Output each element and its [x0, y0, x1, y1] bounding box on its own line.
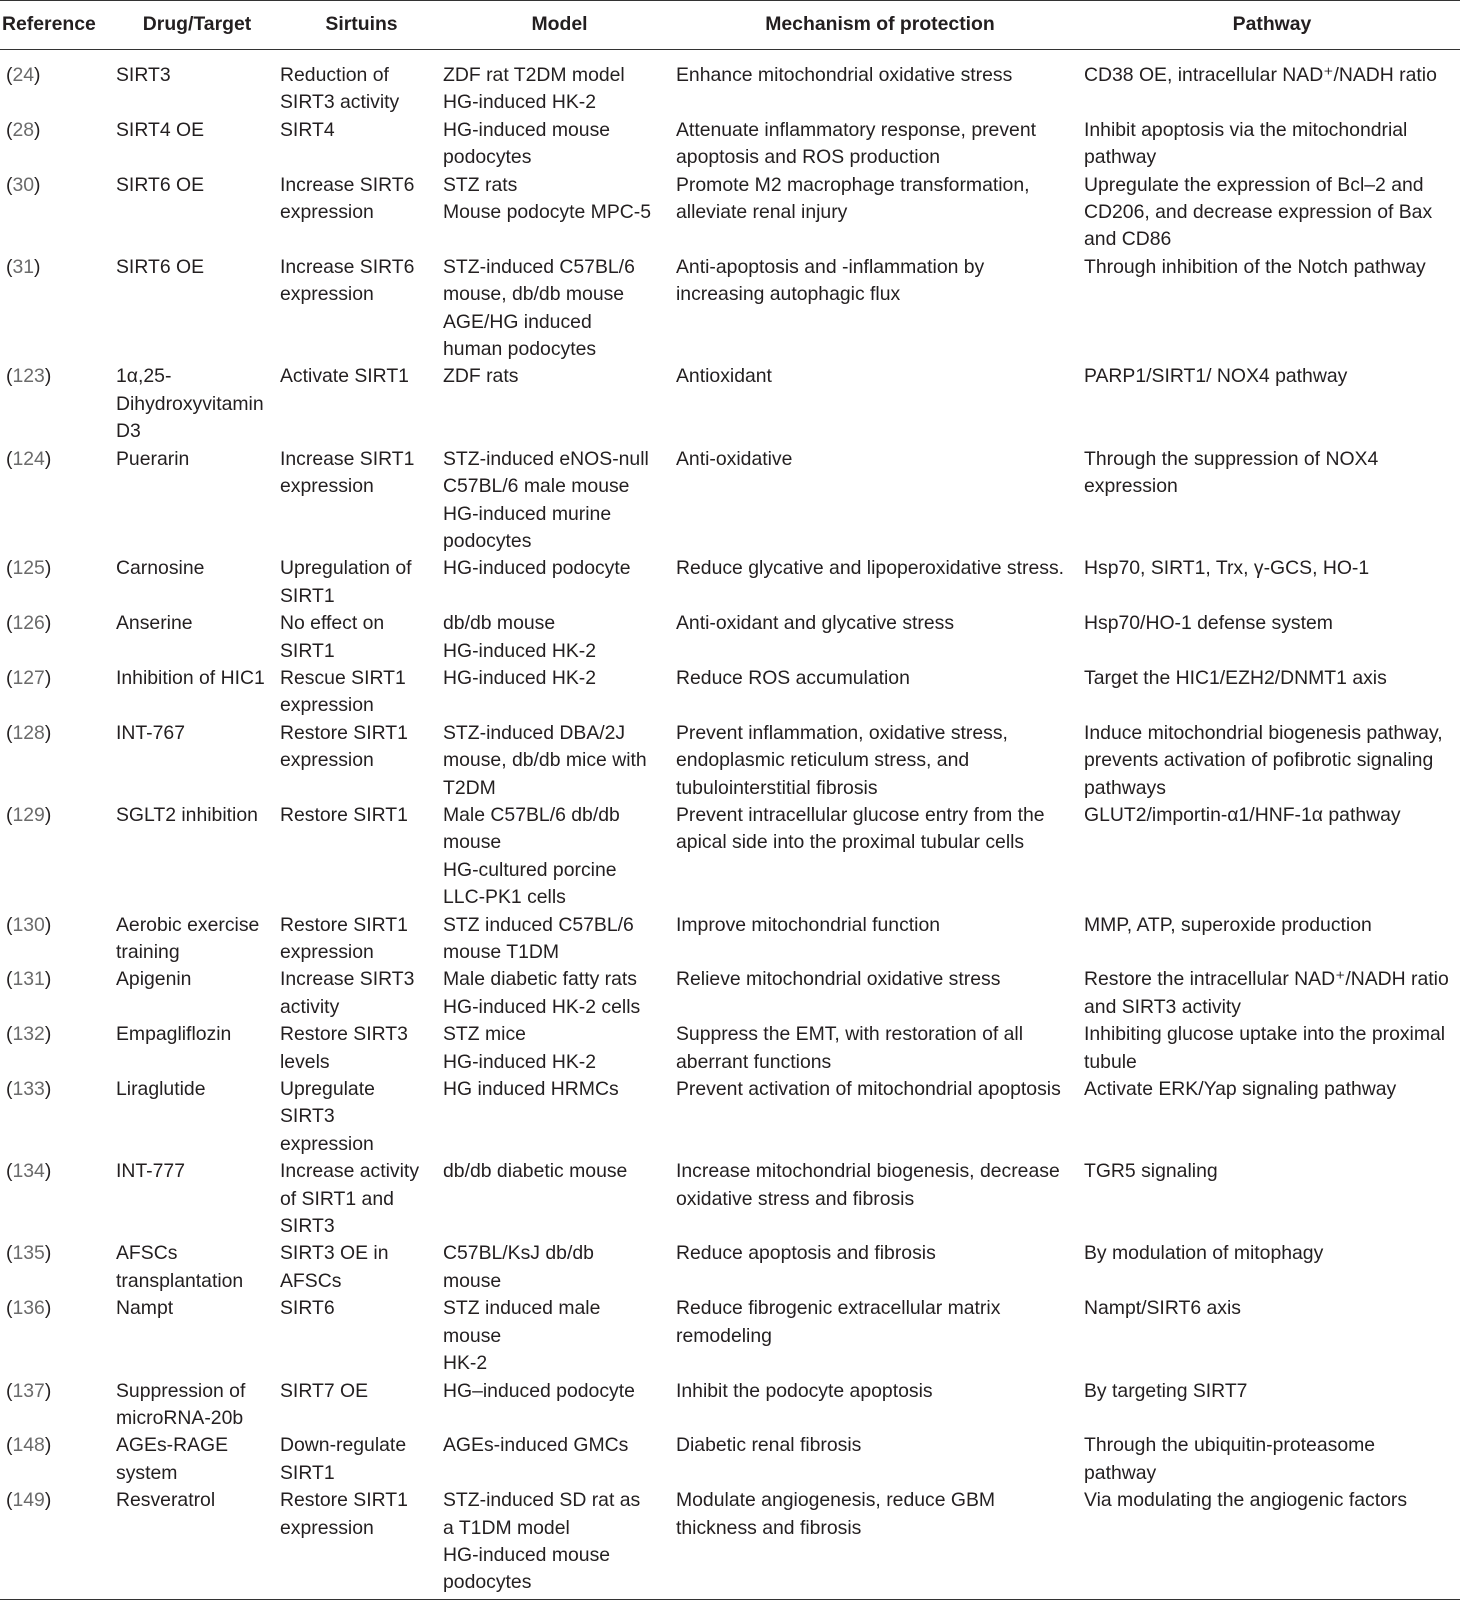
model-cell: STZ rats Mouse podocyte MPC-5 — [443, 173, 652, 224]
mechanism-cell: Anti-apoptosis and -inflammation by increasing autophagic flux — [676, 255, 985, 306]
table-row — [0, 1021, 1460, 1076]
drug-target-cell: Carnosine — [116, 557, 205, 580]
drug-target-cell: Aerobic exercise training — [116, 913, 260, 963]
reference-number: 148 — [12, 1434, 45, 1457]
mechanism-cell: Increase mitochondrial biogenesis, decrease oxidative stress and fibrosis — [676, 1160, 1060, 1210]
pathway-cell: TGR5 signaling — [1084, 1160, 1218, 1183]
reference-number: 129 — [12, 803, 45, 826]
drug-target-cell: SGLT2 inhibition — [116, 803, 258, 826]
drug-target-cell: Empagliflozin — [116, 1023, 232, 1046]
drug-target-cell: Resveratrol — [114, 1487, 280, 1599]
drug-target-cell: SIRT4 OE — [116, 118, 205, 141]
drug-target-cell: AGEs-RAGE system — [116, 1434, 229, 1484]
reference-number: 134 — [12, 1160, 45, 1183]
sirtuins-cell: Restore SIRT1 expression — [280, 1487, 443, 1599]
table-row — [0, 1076, 1460, 1158]
model-cell: HG-induced podocyte — [443, 557, 631, 580]
sirtuins-cell: SIRT6 — [280, 1297, 335, 1320]
reference-cell: (136) — [6, 1297, 52, 1320]
pathway-cell: Nampt/SIRT6 axis — [1084, 1297, 1241, 1320]
reference-cell: (128) — [6, 721, 52, 744]
pathway-cell: Through the suppression of NOX4 expression — [1084, 447, 1379, 498]
mechanism-cell: Diabetic renal fibrosis — [676, 1434, 862, 1457]
reference-number: 132 — [12, 1023, 45, 1046]
table-row — [0, 912, 1460, 967]
table-row — [0, 966, 1460, 1021]
pathway-cell: Through the ubiquitin-proteasome pathway — [1084, 1434, 1376, 1484]
table-row — [0, 1240, 1460, 1295]
pathway-cell: MMP, ATP, superoxide production — [1084, 913, 1372, 936]
pathway-cell: Through inhibition of the Notch pathway — [1084, 255, 1426, 278]
table-row — [0, 720, 1460, 802]
drug-target-cell: Apigenin — [116, 968, 192, 991]
pathway-cell: Hsp70, SIRT1, Trx, γ-GCS, HO-1 — [1084, 557, 1370, 580]
model-cell: Male diabetic fatty rats HG-induced HK-2 cells — [443, 968, 641, 1018]
header-mechanism: Mechanism of protection — [676, 1, 1084, 50]
sirtuins-cell: No effect on SIRT1 — [280, 612, 385, 662]
table-row — [0, 1158, 1460, 1240]
reference-cell: (28) — [6, 118, 41, 141]
pathway-cell: Hsp70/HO-1 defense system — [1084, 612, 1333, 635]
mechanism-cell: Antioxidant — [676, 365, 772, 388]
mechanism-cell: Enhance mitochondrial oxidative stress — [676, 64, 1013, 86]
reference-cell: (30) — [6, 173, 41, 196]
model-cell: ZDF rats — [443, 365, 519, 388]
reference-cell: (131) — [6, 968, 52, 991]
reference-cell: (135) — [6, 1242, 52, 1265]
pathway-cell: By modulation of mitophagy — [1084, 1242, 1324, 1265]
reference-cell: (125) — [6, 557, 52, 580]
reference-number: 127 — [12, 666, 45, 689]
table-row — [0, 1295, 1460, 1377]
drug-target-cell: INT-777 — [116, 1160, 185, 1183]
mechanism-cell: Reduce apoptosis and fibrosis — [676, 1242, 936, 1265]
sirtuins-cell: Down-regulate SIRT1 — [280, 1434, 407, 1484]
pathway-cell: Restore the intracellular NAD⁺/NADH ratio and SIRT3 activity — [1084, 968, 1449, 1018]
reference-number: 123 — [12, 365, 45, 388]
reference-cell: (127) — [6, 666, 52, 689]
mechanism-cell: Improve mitochondrial function — [676, 913, 941, 936]
reference-number: 135 — [12, 1242, 45, 1265]
sirtuins-cell: Increase SIRT1 expression — [280, 447, 415, 498]
pathway-cell: Inhibit apoptosis via the mitochondrial pathway — [1084, 118, 1408, 169]
header-pathway: Pathway — [1084, 1, 1460, 50]
model-cell: AGEs-induced GMCs — [443, 1434, 629, 1457]
model-cell: STZ-induced eNOS-null C57BL/6 male mouse HG-induced murine podocytes — [443, 447, 649, 552]
mechanism-cell: Prevent intracellular glucose entry from the apical side into the proximal tubular cells — [676, 803, 1045, 854]
reference-number: 136 — [12, 1297, 45, 1320]
reference-number: 124 — [12, 447, 45, 470]
table-row — [0, 610, 1460, 665]
reference-cell: (24) — [6, 64, 41, 86]
reference-cell: (129) — [6, 803, 52, 826]
mechanism-cell: Reduce fibrogenic extracellular matrix remodeling — [676, 1297, 1001, 1347]
pathway-cell: By targeting SIRT7 — [1084, 1379, 1248, 1402]
model-cell: HG-induced HK-2 — [443, 666, 597, 689]
sirtuins-cell: Upregulation of SIRT1 — [280, 557, 412, 607]
table-row — [0, 1432, 1460, 1487]
reference-number: 128 — [12, 721, 45, 744]
reference-number: 137 — [12, 1379, 45, 1402]
model-cell: HG-induced mouse podocytes — [443, 118, 611, 169]
drug-target-cell: SIRT6 OE — [116, 255, 205, 278]
drug-target-cell: INT-767 — [116, 721, 185, 744]
drug-target-cell: AFSCs transplantation — [116, 1242, 244, 1292]
reference-cell: (132) — [6, 1023, 52, 1046]
reference-number: 126 — [12, 612, 45, 635]
reference-cell: (123) — [6, 365, 52, 388]
sirtuins-cell: Restore SIRT1 expression — [280, 721, 408, 772]
pathway-cell: PARP1/SIRT1/ NOX4 pathway — [1084, 365, 1348, 388]
mechanism-cell: Prevent activation of mitochondrial apoptosis — [676, 1078, 1061, 1101]
reference-number: 24 — [12, 64, 35, 86]
drug-target-cell: Liraglutide — [116, 1078, 206, 1101]
sirtuins-cell: Activate SIRT1 — [280, 365, 409, 388]
reference-cell: (137) — [6, 1379, 52, 1402]
mechanism-cell: Inhibit the podocyte apoptosis — [676, 1379, 933, 1402]
mechanism-cell: Suppress the EMT, with restoration of all aberrant functions — [676, 1023, 1024, 1073]
reference-number: 133 — [12, 1078, 45, 1101]
table-row — [0, 50, 1460, 117]
table-row — [0, 802, 1460, 912]
pathway-cell: Upregulate the expression of Bcl–2 and CD206, and decrease expression of Bax and CD86 — [1084, 173, 1433, 251]
sirtuins-cell: Restore SIRT3 levels — [280, 1023, 408, 1073]
reference-number: 131 — [12, 968, 45, 991]
drug-target-cell: SIRT3 — [116, 64, 171, 86]
model-cell: db/db diabetic mouse — [443, 1160, 628, 1183]
reference-cell: (130) — [6, 913, 52, 936]
model-cell: STZ-induced C57BL/6 mouse, db/db mouse AGE/HG induced human podocytes — [443, 255, 635, 361]
pathway-cell: Activate ERK/Yap signaling pathway — [1084, 1078, 1397, 1101]
header-drug-target: Drug/Target — [114, 1, 280, 50]
sirtuins-cell: Upregulate SIRT3 expression — [280, 1078, 375, 1155]
drug-target-cell: Puerarin — [116, 447, 190, 470]
table-row — [0, 446, 1460, 556]
pathway-cell: Target the HIC1/EZH2/DNMT1 axis — [1084, 666, 1387, 689]
mechanism-cell: Anti-oxidative — [676, 447, 793, 470]
reference-number: 125 — [12, 557, 45, 580]
mechanism-cell: Relieve mitochondrial oxidative stress — [676, 968, 1001, 991]
model-cell: ZDF rat T2DM model HG-induced HK-2 — [443, 64, 625, 114]
table-row — [0, 363, 1460, 445]
model-cell: STZ mice HG-induced HK-2 — [443, 1023, 597, 1073]
header-reference: Reference — [0, 1, 114, 50]
reference-number: 28 — [12, 118, 35, 141]
model-cell: Male C57BL/6 db/db mouse HG-cultured porcine LLC-PK1 cells — [443, 803, 620, 909]
model-cell: db/db mouse HG-induced HK-2 — [443, 612, 597, 662]
drug-target-cell: 1α,25- Dihydroxyvitamin D3 — [116, 365, 264, 443]
reference-number: 31 — [12, 255, 35, 278]
model-cell: STZ induced C57BL/6 mouse T1DM — [443, 913, 634, 963]
reference-cell: (134) — [6, 1160, 52, 1183]
sirtuins-cell: SIRT3 OE in AFSCs — [280, 1242, 389, 1292]
header-model: Model — [443, 1, 676, 50]
mechanism-cell: Promote M2 macrophage transformation, alleviate renal injury — [676, 173, 1030, 224]
mechanism-cell: Reduce glycative and lipoperoxidative stress. — [676, 557, 1065, 580]
model-cell: HG induced HRMCs — [443, 1078, 619, 1101]
mechanism-cell: Modulate angiogenesis, reduce GBM thickness and fibrosis — [676, 1487, 1084, 1599]
table-row — [0, 555, 1460, 610]
pathway-cell: GLUT2/importin-α1/HNF-1α pathway — [1084, 803, 1401, 826]
sirtuins-cell: Increase activity of SIRT1 and SIRT3 — [280, 1160, 420, 1238]
reference-cell: (149) — [0, 1487, 114, 1599]
mechanism-cell: Prevent inflammation, oxidative stress, endoplasmic reticulum stress, and tubulointerstitial fibrosis — [676, 721, 1008, 799]
sirtuins-cell: Restore SIRT1 — [280, 803, 408, 826]
drug-target-cell: SIRT6 OE — [116, 173, 205, 196]
pathway-cell: Via modulating the angiogenic factors — [1084, 1487, 1460, 1599]
drug-target-cell: Inhibition of HIC1 — [116, 666, 265, 689]
mechanism-cell: Reduce ROS accumulation — [676, 666, 910, 689]
header-sirtuins: Sirtuins — [280, 1, 443, 50]
model-cell: HG–induced podocyte — [443, 1379, 635, 1402]
header-row — [0, 1, 1460, 50]
drug-target-cell: Nampt — [116, 1297, 174, 1320]
model-cell: C57BL/KsJ db/db mouse — [443, 1242, 594, 1292]
drug-target-cell: Suppression of microRNA-20b — [116, 1379, 246, 1429]
sirtuins-cell: Rescue SIRT1 expression — [280, 666, 406, 717]
mechanism-cell: Attenuate inflammatory response, prevent apoptosis and ROS production — [676, 118, 1036, 169]
reference-number: 149 — [12, 1489, 45, 1512]
pathway-cell: Inhibiting glucose uptake into the proximal tubule — [1084, 1023, 1446, 1073]
table-row — [0, 254, 1460, 364]
sirtuins-cell: Increase SIRT6 expression — [280, 173, 415, 224]
reference-cell: (126) — [6, 612, 52, 635]
reference-cell: (31) — [6, 255, 41, 278]
sirtuins-cell: Restore SIRT1 expression — [280, 913, 408, 963]
reference-number: 130 — [12, 913, 45, 936]
reference-cell: (124) — [6, 447, 52, 470]
sirtuins-cell: Increase SIRT6 expression — [280, 255, 415, 306]
reference-number: 30 — [12, 173, 35, 196]
sirtuins-cell: SIRT4 — [280, 118, 335, 141]
model-cell: STZ-induced DBA/2J mouse, db/db mice with T2DM — [443, 721, 647, 799]
table-row — [0, 172, 1460, 254]
sirtuins-cell: Increase SIRT3 activity — [280, 968, 415, 1018]
table-row — [0, 665, 1460, 720]
sirtuins-cell: SIRT7 OE — [280, 1379, 369, 1402]
pathway-cell: CD38 OE, intracellular NAD⁺/NADH ratio — [1084, 64, 1437, 86]
table-row — [0, 1378, 1460, 1433]
reference-cell: (133) — [6, 1078, 52, 1101]
mechanism-cell: Anti-oxidant and glycative stress — [676, 612, 955, 635]
reference-cell: (148) — [6, 1434, 52, 1457]
model-cell: STZ-induced SD rat as a T1DM model HG-induced mouse podocytes — [443, 1487, 676, 1599]
table-row — [0, 1487, 1460, 1599]
table-row — [0, 117, 1460, 172]
model-cell: STZ induced male mouse HK-2 — [443, 1297, 601, 1375]
drug-target-cell: Anserine — [116, 612, 193, 635]
pathway-cell: Induce mitochondrial biogenesis pathway, prevents activation of pofibrotic signaling pathways — [1084, 721, 1443, 799]
sirtuins-cell: Reduction of SIRT3 activity — [280, 64, 400, 114]
